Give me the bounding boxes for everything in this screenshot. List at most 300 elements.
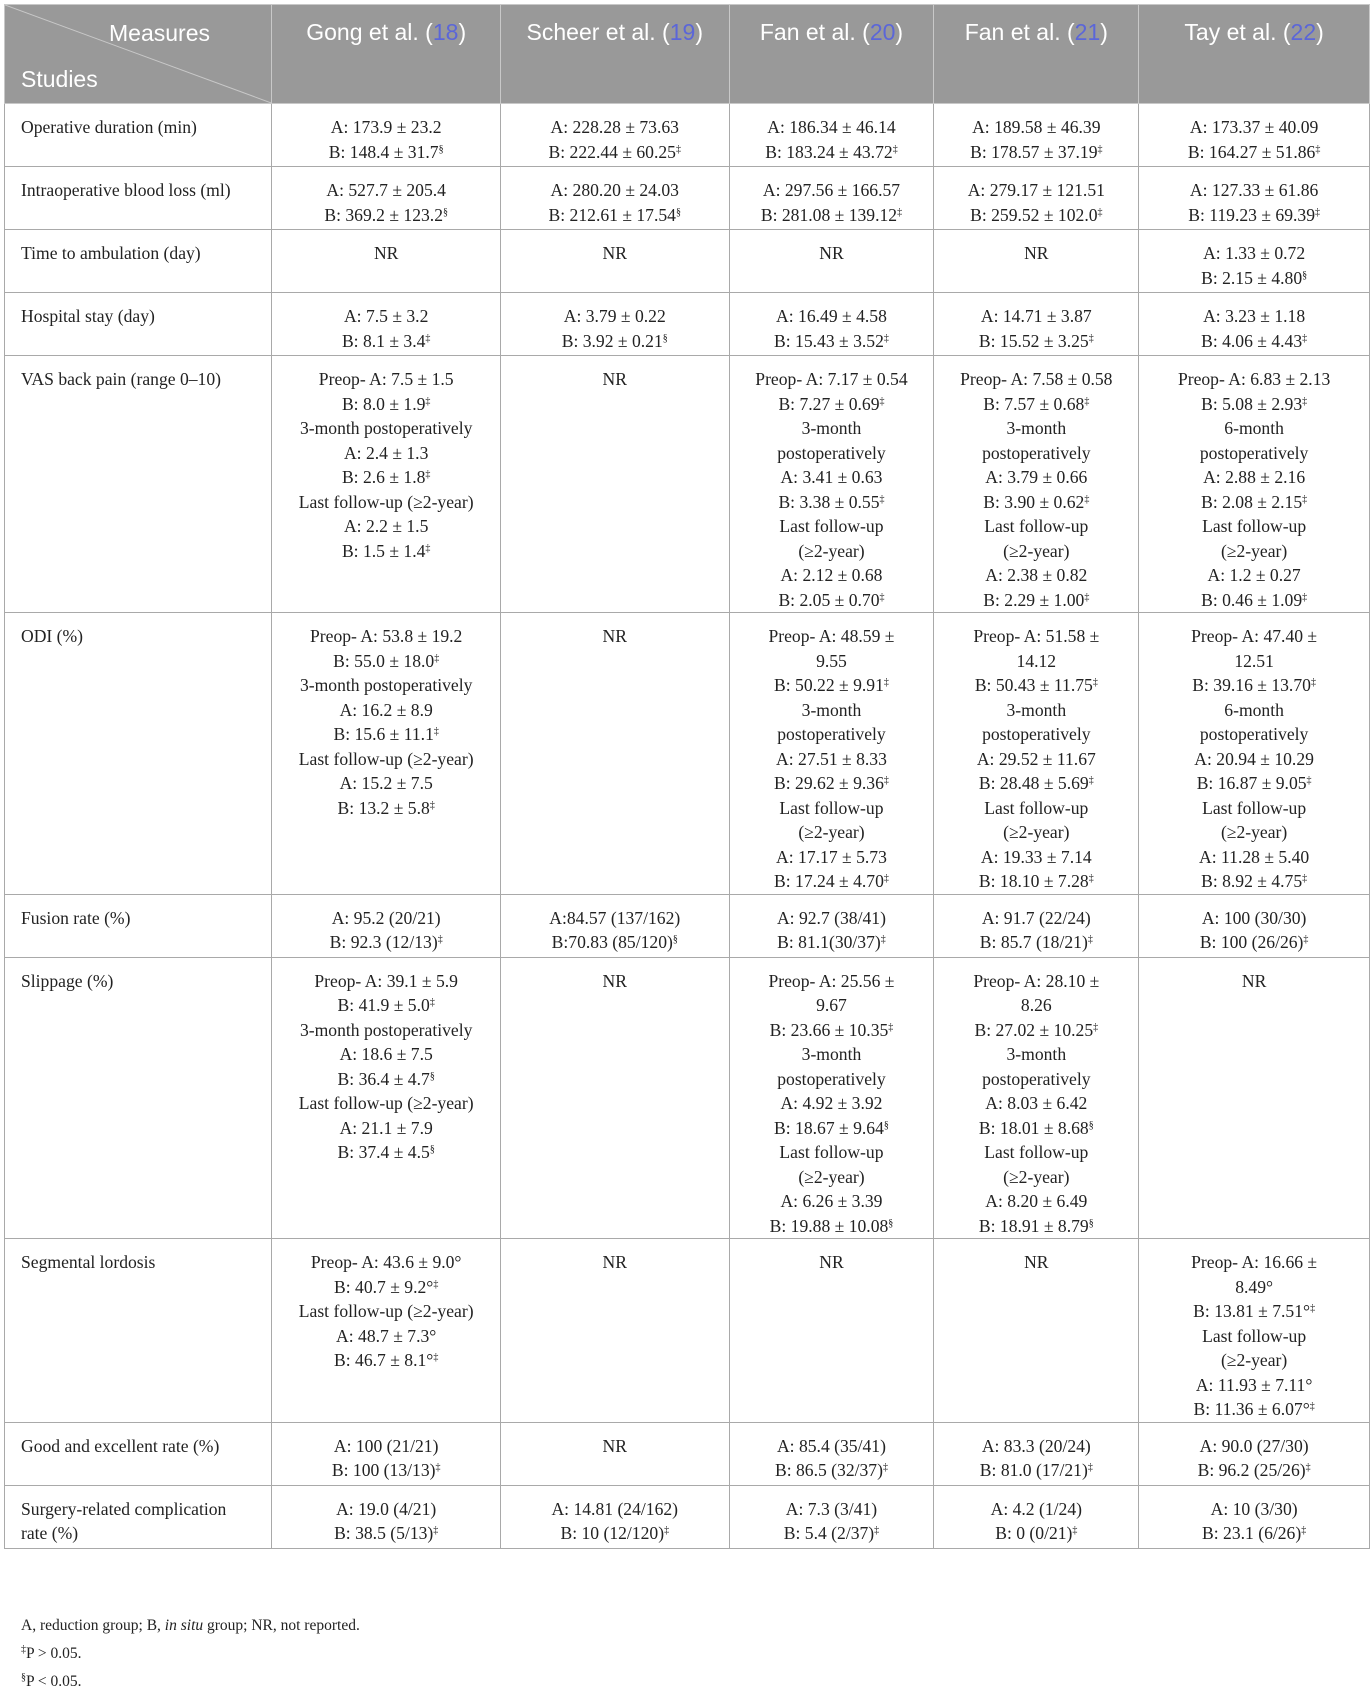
value-line: A: 280.20 ± 24.03 <box>550 180 679 200</box>
value-line: Preop- A: 25.56 ± <box>768 970 895 991</box>
value-line: A: 20.94 ± 10.29 <box>1194 748 1314 769</box>
significance-marker: ‡ <box>1088 873 1094 884</box>
significance-marker: ‡ <box>883 873 889 884</box>
significance-marker: ‡ <box>1315 143 1321 155</box>
value-line: (≥2-year) <box>798 822 865 842</box>
value-cell <box>500 293 729 356</box>
value-line: 3-month postoperatively <box>299 675 473 695</box>
significance-marker: ‡ <box>1097 206 1103 218</box>
footnote-p-greater <box>21 1638 360 1666</box>
measure-cell <box>5 104 272 167</box>
value-cell <box>934 613 1139 895</box>
measure-label: Slippage (%) <box>21 970 114 991</box>
significance-marker: ‡ <box>1093 1021 1099 1033</box>
measure-cell <box>5 894 272 957</box>
value-line: Preop- A: 7.58 ± 0.58 <box>960 369 1113 389</box>
value-line: (≥2-year) <box>1003 1166 1070 1187</box>
significance-marker: ‡ <box>879 493 885 505</box>
significance-marker: ‡ <box>1303 934 1309 945</box>
value-line: A: 18.6 ± 7.5 <box>339 1044 433 1064</box>
value-line: B: 281.08 ± 139.12‡ <box>760 204 903 225</box>
value-line: postoperatively <box>777 442 886 463</box>
significance-marker: ‡ <box>1097 143 1103 155</box>
value-line: A: 2.4 ± 1.3 <box>343 442 429 463</box>
measure-cell <box>5 356 272 613</box>
significance-marker: ‡ <box>664 1525 670 1536</box>
value-line: Last follow-up <box>1202 1325 1307 1346</box>
value-line: A: 1.33 ± 0.72 <box>1203 243 1306 263</box>
value-cell <box>500 1422 729 1485</box>
table-row <box>5 104 1370 167</box>
significance-marker: ‡ <box>425 395 431 407</box>
section-symbol: § <box>21 1672 26 1683</box>
value-line: A: 11.93 ± 7.11° <box>1195 1374 1313 1395</box>
value-line: B: 3.90 ± 0.62‡ <box>983 491 1090 512</box>
table-row <box>5 613 1370 895</box>
value-line: Last follow-up (≥2-year) <box>298 1093 474 1113</box>
value-line: Last follow-up <box>779 516 884 536</box>
measure-label: Hospital stay (day) <box>21 306 155 326</box>
value-line: B: 8.92 ± 4.75‡ <box>1201 871 1308 891</box>
significance-marker: ‡ <box>1302 493 1308 505</box>
value-line: A: 19.33 ± 7.14 <box>980 846 1092 867</box>
value-line: Preop- A: 39.1 ± 5.9 <box>314 970 458 991</box>
significance-marker: § <box>1088 1119 1094 1131</box>
significance-marker: ‡ <box>1302 395 1308 407</box>
study-ref-link[interactable]: 22 <box>1290 19 1317 45</box>
value-cell <box>729 613 934 895</box>
studies-label: Studies <box>21 66 98 92</box>
value-line: A: 6.26 ± 3.39 <box>780 1191 883 1211</box>
significance-marker: ‡ <box>433 1525 439 1536</box>
value-line: B: 178.57 ± 37.19‡ <box>970 141 1103 162</box>
value-line: 6-month <box>1224 699 1284 720</box>
value-line: postoperatively <box>982 724 1091 744</box>
significance-marker: § <box>443 206 448 218</box>
value-line: B: 369.2 ± 123.2§ <box>324 204 448 225</box>
value-line: A: 48.7 ± 7.3° <box>336 1325 437 1346</box>
value-cell <box>500 167 729 230</box>
value-line: B: 7.27 ± 0.69‡ <box>778 393 885 414</box>
value-line: Last follow-up <box>984 1142 1089 1162</box>
value-line: A: 92.7 (38/41) <box>776 907 886 928</box>
measure-label: Surgery-related complication <box>21 1498 227 1519</box>
significance-marker: ‡ <box>433 1352 439 1363</box>
value-line: A: 189.58 ± 46.39 <box>972 117 1101 137</box>
significance-marker: ‡ <box>1092 677 1098 688</box>
value-line: A: 14.71 ± 3.87 <box>980 306 1092 326</box>
measure-cell <box>5 293 272 356</box>
value-line: A: 100 (21/21) <box>333 1435 439 1456</box>
value-line: B: 212.61 ± 17.54§ <box>548 204 681 225</box>
value-line: B: 23.1 (6/26)‡ <box>1202 1523 1307 1543</box>
value-cell <box>729 104 934 167</box>
value-line: postoperatively <box>982 442 1091 463</box>
value-line: B: 10 (12/120)‡ <box>560 1523 670 1543</box>
value-line: A: 279.17 ± 121.51 <box>967 180 1105 200</box>
value-cell <box>500 957 729 1239</box>
value-line: B: 50.43 ± 11.75‡ <box>974 675 1098 695</box>
footnote-p-less-text: P < 0.05. <box>26 1673 82 1690</box>
value-cell <box>729 1422 934 1485</box>
value-cell <box>934 1239 1139 1423</box>
significance-marker: ‡ <box>1072 1525 1078 1536</box>
footnote-abbreviations <box>21 1614 360 1638</box>
value-cell <box>934 894 1139 957</box>
study-ref-link[interactable]: 20 <box>869 19 896 45</box>
measure-label: VAS back pain (range 0–10) <box>21 369 221 389</box>
value-line: B: 1.5 ± 1.4‡ <box>341 540 431 561</box>
significance-marker: ‡ <box>1087 934 1093 945</box>
value-cell <box>272 613 501 895</box>
value-cell <box>1139 613 1370 895</box>
table-footnotes <box>21 1614 360 1694</box>
abbrev-in-situ: in situ <box>164 1617 204 1634</box>
value-line: B:70.83 (85/120)§ <box>551 932 678 952</box>
value-cell <box>729 293 934 356</box>
value-line: A: 297.56 ± 166.57 <box>762 180 901 200</box>
significance-marker: ‡ <box>1301 1525 1307 1536</box>
value-line: A: 11.28 ± 5.40 <box>1199 846 1310 867</box>
value-line: A: 14.81 (24/162) <box>551 1498 679 1519</box>
value-line: B: 0 (0/21)‡ <box>995 1523 1078 1543</box>
value-line: A: 15.2 ± 7.5 <box>339 773 433 793</box>
value-line: A: 27.51 ± 8.33 <box>776 748 887 769</box>
value-line: B: 27.02 ± 10.25‡ <box>974 1019 1099 1040</box>
value-line: 12.51 <box>1234 650 1274 671</box>
table-row <box>5 957 1370 1239</box>
value-line: A: 1.2 ± 0.27 <box>1207 565 1301 585</box>
significance-marker: ‡ <box>429 799 435 811</box>
significance-marker: § <box>888 1217 894 1229</box>
significance-marker: ‡ <box>1310 677 1316 688</box>
value-line: Preop- A: 16.66 ± <box>1191 1252 1318 1272</box>
value-line: Last follow-up <box>779 797 884 818</box>
value-line: A: 4.2 (1/24) <box>990 1498 1082 1519</box>
value-cell <box>934 957 1139 1239</box>
measure-cell <box>5 613 272 895</box>
value-cell <box>1139 293 1370 356</box>
significance-marker: ‡ <box>883 332 889 344</box>
value-line: (≥2-year) <box>798 540 865 561</box>
table-header <box>5 5 1370 104</box>
value-line: B: 50.22 ± 9.91‡ <box>774 675 889 695</box>
value-line: Last follow-up (≥2-year) <box>298 1301 474 1321</box>
significance-marker: ‡ <box>1088 775 1094 786</box>
value-line: (≥2-year) <box>798 1166 865 1187</box>
value-line: B: 13.81 ± 7.51°‡ <box>1193 1301 1316 1321</box>
value-cell <box>934 293 1139 356</box>
value-line: NR <box>602 1435 627 1456</box>
significance-marker: ‡ <box>1305 1462 1311 1473</box>
study-ref-link[interactable]: 19 <box>669 19 696 45</box>
value-line: A: 8.20 ± 6.49 <box>985 1191 1088 1211</box>
measures-label: Measures <box>109 20 210 46</box>
measure-label: Fusion rate (%) <box>21 907 131 928</box>
value-line: NR <box>1024 1252 1049 1272</box>
value-line: 3-month postoperatively <box>299 418 473 438</box>
footnote-p-greater-text: P > 0.05. <box>26 1645 82 1662</box>
double-dagger-symbol: ‡ <box>21 1644 26 1655</box>
significance-marker: ‡ <box>892 143 898 155</box>
value-cell <box>500 1239 729 1423</box>
value-line: (≥2-year) <box>1003 822 1070 842</box>
significance-marker: ‡ <box>1084 591 1090 603</box>
study-ref-link[interactable]: 21 <box>1074 19 1101 45</box>
significance-marker: ‡ <box>1306 775 1312 786</box>
value-line: B: 38.5 (5/13)‡ <box>334 1523 439 1543</box>
value-line: A: 21.1 ± 7.9 <box>339 1117 433 1138</box>
value-line: B: 29.62 ± 9.36‡ <box>774 773 889 793</box>
value-line: A: 2.38 ± 0.82 <box>985 565 1088 585</box>
value-line: 8.26 <box>1020 995 1052 1015</box>
significance-marker: ‡ <box>883 775 889 786</box>
value-line: B: 86.5 (32/37)‡ <box>774 1460 888 1480</box>
study-author: Tay et al. <box>1184 19 1277 45</box>
value-line: 3-month <box>1006 699 1067 720</box>
study-ref-link[interactable]: 18 <box>432 19 459 45</box>
value-line: postoperatively <box>1199 442 1309 463</box>
value-cell <box>272 167 501 230</box>
measure-label: ODI (%) <box>21 626 84 646</box>
header-study-5: Tay et al. (22) <box>1139 5 1370 104</box>
study-author: Scheer et al. <box>526 19 656 45</box>
value-line: B: 85.7 (18/21)‡ <box>979 932 1093 952</box>
value-line: Preop- A: 6.83 ± 2.13 <box>1177 369 1331 389</box>
significance-marker: ‡ <box>425 332 431 344</box>
header-study-2: Scheer et al. (19) <box>500 5 729 104</box>
value-line: B: 183.24 ± 43.72‡ <box>765 141 898 162</box>
significance-marker: ‡ <box>1302 332 1308 344</box>
value-cell <box>1139 230 1370 293</box>
value-line: A: 7.3 (3/41) <box>785 1498 878 1519</box>
value-line: A: 19.0 (4/21) <box>336 1498 437 1519</box>
significance-marker: ‡ <box>883 677 889 688</box>
value-line: B: 5.4 (2/37)‡ <box>783 1523 880 1543</box>
value-line: A: 2.12 ± 0.68 <box>780 565 883 585</box>
significance-marker: ‡ <box>882 1462 888 1473</box>
value-cell <box>729 1239 934 1423</box>
header-study-4: Fan et al. (21) <box>934 5 1139 104</box>
value-line: NR <box>602 626 627 646</box>
value-line: B: 46.7 ± 8.1°‡ <box>334 1350 439 1370</box>
value-cell <box>272 293 501 356</box>
value-line: B: 41.9 ± 5.0‡ <box>337 995 435 1015</box>
value-line: B: 259.52 ± 102.0‡ <box>970 204 1103 225</box>
value-line: B: 15.52 ± 3.25‡ <box>978 330 1094 351</box>
value-line: A: 29.52 ± 11.67 <box>976 748 1096 769</box>
significance-marker: ‡ <box>1302 591 1308 603</box>
significance-marker: § <box>662 332 668 344</box>
value-line: B: 39.16 ± 13.70‡ <box>1192 675 1316 695</box>
value-line: A: 3.41 ± 0.63 <box>780 467 883 487</box>
value-line: (≥2-year) <box>1220 822 1288 842</box>
significance-marker: ‡ <box>435 1462 441 1473</box>
header-study-3: Fan et al. (20) <box>729 5 934 104</box>
significance-marker: § <box>672 934 678 945</box>
value-line: B: 96.2 (25/26)‡ <box>1197 1460 1311 1480</box>
header-study-1: Gong et al. (18) <box>272 5 501 104</box>
value-line: B: 92.3 (12/13)‡ <box>329 932 443 952</box>
value-cell <box>729 1485 934 1548</box>
value-line: B: 19.88 ± 10.08§ <box>769 1215 894 1236</box>
table-row <box>5 230 1370 293</box>
value-line: 3-month <box>801 699 862 720</box>
value-line: A: 2.2 ± 1.5 <box>343 516 429 536</box>
value-cell <box>272 356 501 613</box>
value-line: B: 15.6 ± 11.1‡ <box>333 724 439 744</box>
value-cell <box>729 894 934 957</box>
value-cell <box>272 957 501 1239</box>
value-line: A:84.57 (137/162) <box>549 907 681 928</box>
value-line: B: 16.87 ± 9.05‡ <box>1196 773 1312 793</box>
value-line: 9.67 <box>816 995 847 1015</box>
measure-cell <box>5 230 272 293</box>
value-cell <box>934 167 1139 230</box>
significance-marker: ‡ <box>1310 1303 1316 1314</box>
value-cell <box>934 356 1139 613</box>
value-line: A: 173.37 ± 40.09 <box>1189 117 1319 137</box>
significance-marker: ‡ <box>434 652 440 664</box>
measure-cell <box>5 1422 272 1485</box>
value-line: B: 11.36 ± 6.07°‡ <box>1193 1399 1315 1419</box>
significance-marker: § <box>429 1144 435 1155</box>
table-row <box>5 356 1370 613</box>
significance-marker: ‡ <box>425 542 431 554</box>
value-cell <box>500 104 729 167</box>
table-row <box>5 293 1370 356</box>
value-line: Preop- A: 43.6 ± 9.0° <box>310 1252 462 1272</box>
value-cell <box>1139 356 1370 613</box>
value-line: 3-month <box>1006 418 1067 438</box>
value-cell <box>729 356 934 613</box>
value-line: postoperatively <box>777 1068 886 1089</box>
value-line: 14.12 <box>1016 650 1057 671</box>
significance-marker: ‡ <box>1315 206 1321 218</box>
value-line: B: 100 (13/13)‡ <box>331 1460 441 1480</box>
value-line: Preop- A: 47.40 ± <box>1191 626 1318 646</box>
value-cell <box>934 1422 1139 1485</box>
significance-marker: ‡ <box>1302 873 1308 884</box>
value-line: NR <box>602 970 627 991</box>
value-line: B: 36.4 ± 4.7§ <box>337 1068 435 1089</box>
significance-marker: § <box>438 143 444 155</box>
significance-marker: ‡ <box>1084 493 1090 505</box>
value-line: B: 5.08 ± 2.93‡ <box>1201 393 1308 414</box>
value-line: A: 2.88 ± 2.16 <box>1203 467 1306 487</box>
value-line: A: 3.23 ± 1.18 <box>1203 306 1306 326</box>
study-author: Fan et al. <box>964 19 1061 45</box>
value-cell <box>1139 1485 1370 1548</box>
value-line: B: 18.91 ± 8.79§ <box>978 1215 1094 1236</box>
value-cell <box>500 1485 729 1548</box>
comparison-table <box>4 4 1370 1549</box>
value-line: 8.49° <box>1235 1276 1274 1297</box>
value-line: Last follow-up <box>984 797 1089 818</box>
value-line: B: 222.44 ± 60.25‡ <box>548 141 681 162</box>
value-cell <box>1139 1422 1370 1485</box>
value-line: A: 127.33 ± 61.86 <box>1189 180 1319 200</box>
significance-marker: ‡ <box>879 395 885 407</box>
value-line: 6-month <box>1224 418 1284 438</box>
value-line: B: 8.0 ± 1.9‡ <box>341 393 431 414</box>
value-cell <box>272 1239 501 1423</box>
value-line: B: 0.46 ± 1.09‡ <box>1201 589 1308 610</box>
value-line: B: 3.92 ± 0.21§ <box>561 330 668 351</box>
measure-label: Intraoperative blood loss (ml) <box>21 180 231 200</box>
value-line: B: 2.08 ± 2.15‡ <box>1201 491 1308 512</box>
value-cell <box>272 1485 501 1548</box>
significance-marker: ‡ <box>437 934 443 945</box>
value-line: B: 18.67 ± 9.64§ <box>774 1117 889 1138</box>
value-line: NR <box>602 243 627 263</box>
value-line: B: 37.4 ± 4.5§ <box>337 1142 435 1162</box>
value-line: B: 2.6 ± 1.8‡ <box>341 467 431 487</box>
measure-cell <box>5 1485 272 1548</box>
value-cell <box>272 1422 501 1485</box>
measure-cell <box>5 167 272 230</box>
significance-marker: § <box>1302 269 1308 281</box>
value-line: A: 3.79 ± 0.22 <box>563 306 666 326</box>
significance-marker: ‡ <box>429 997 435 1008</box>
value-line: A: 85.4 (35/41) <box>776 1435 886 1456</box>
significance-marker: ‡ <box>874 1525 880 1536</box>
value-line: A: 90.0 (27/30) <box>1199 1435 1309 1456</box>
significance-marker: § <box>675 206 681 218</box>
value-line: A: 228.28 ± 73.63 <box>550 117 679 137</box>
significance-marker: § <box>883 1119 889 1131</box>
value-line: B: 18.10 ± 7.28‡ <box>978 871 1094 891</box>
table-row <box>5 1485 1370 1548</box>
value-line: 9.55 <box>816 650 847 671</box>
value-line: A: 3.79 ± 0.66 <box>985 467 1088 487</box>
value-line: Last follow-up <box>1202 516 1307 536</box>
value-cell <box>500 894 729 957</box>
value-cell <box>1139 957 1370 1239</box>
abbrev-part-1: A, reduction group; B, <box>21 1617 165 1634</box>
significance-marker: ‡ <box>1084 395 1090 407</box>
value-line: B: 15.43 ± 3.52‡ <box>774 330 889 351</box>
value-line: 3-month <box>801 1044 862 1064</box>
table-body <box>5 104 1370 1549</box>
value-line: A: 16.2 ± 8.9 <box>339 699 433 720</box>
header-corner-cell <box>5 5 272 104</box>
value-line: A: 4.92 ± 3.92 <box>780 1093 883 1113</box>
header-row <box>5 5 1370 104</box>
value-line: Preop- A: 51.58 ± <box>973 626 1100 646</box>
value-line: B: 40.7 ± 9.2°‡ <box>334 1276 439 1297</box>
value-line: B: 3.38 ± 0.55‡ <box>778 491 885 512</box>
value-cell <box>272 894 501 957</box>
value-line: 3-month <box>801 418 862 438</box>
value-line: B: 119.23 ± 69.39‡ <box>1188 204 1321 225</box>
significance-marker: ‡ <box>888 1021 894 1033</box>
value-cell <box>500 356 729 613</box>
study-author: Gong et al. <box>306 19 419 45</box>
value-line: Last follow-up <box>1202 797 1307 818</box>
value-line: Last follow-up (≥2-year) <box>298 748 474 769</box>
value-line: B: 81.0 (17/21)‡ <box>979 1460 1093 1480</box>
value-line: A: 83.3 (20/24) <box>981 1435 1091 1456</box>
significance-marker: ‡ <box>897 206 903 218</box>
value-line: B: 164.27 ± 51.86‡ <box>1187 141 1321 162</box>
value-cell <box>500 613 729 895</box>
value-line: Preop- A: 53.8 ± 19.2 <box>310 626 463 646</box>
measure-cell <box>5 957 272 1239</box>
table-row <box>5 1239 1370 1423</box>
table-row <box>5 1422 1370 1485</box>
value-line: Preop- A: 28.10 ± <box>973 970 1100 991</box>
